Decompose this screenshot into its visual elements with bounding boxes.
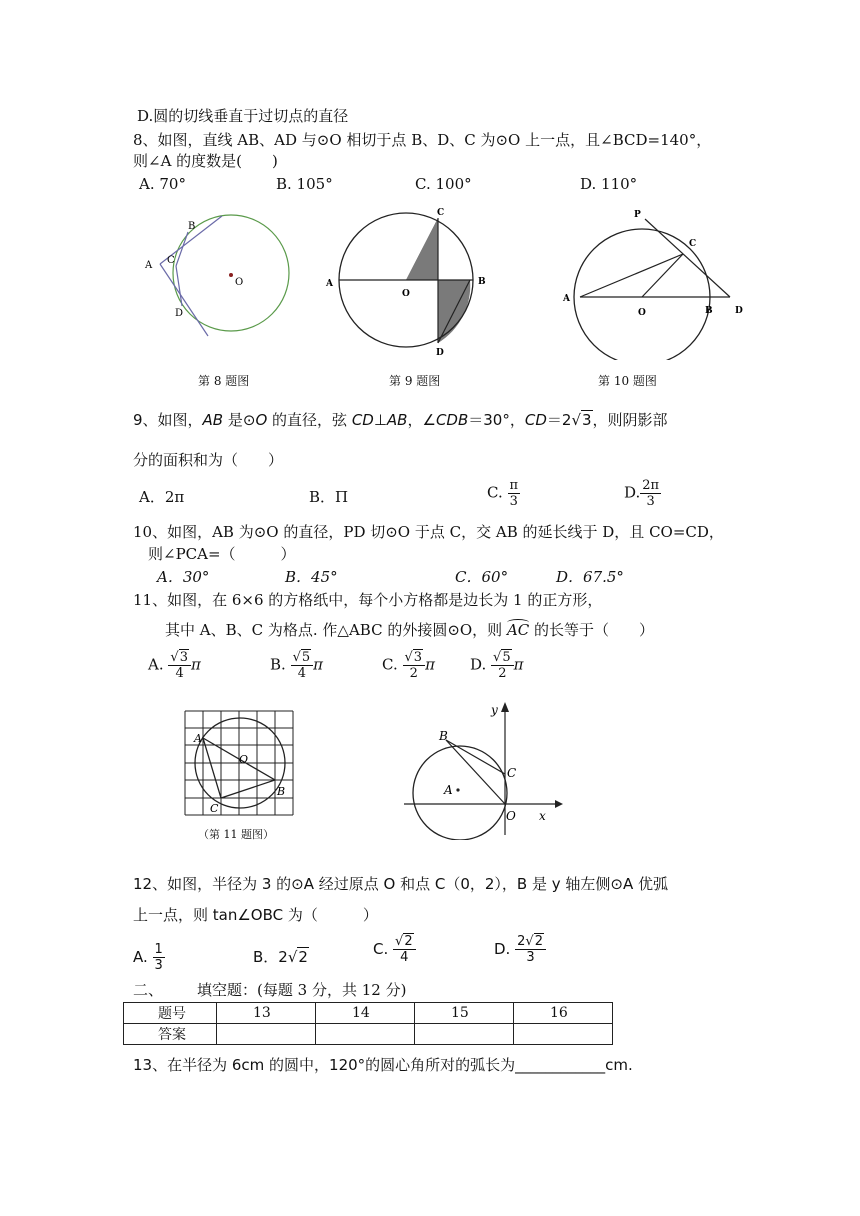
fig9-caption: 第 9 题图 (389, 374, 441, 388)
fig10-label-p: P (634, 210, 641, 220)
fig9-label-c: C (437, 208, 445, 218)
q8-option-c: C. 100° (415, 175, 472, 193)
table-cell-16: 16 (514, 1003, 613, 1024)
fig12-chord-bo (446, 740, 505, 804)
q8-option-a: A. 70° (139, 175, 186, 193)
q10-option-c: C．60° (455, 568, 509, 586)
q11-stem-line2: 其中 A、B、C 为格点. 作△ABC 的外接圆⊙O，则 AC 的长等于（ ） (165, 621, 655, 639)
fig9-label-o: O (402, 289, 410, 299)
fig12-label-b: B (439, 729, 448, 743)
answer-cell-16[interactable] (514, 1024, 613, 1045)
section2-heading: 二、 填空题：(每题 3 分，共 12 分) (133, 981, 407, 999)
fig12-label-x: x (539, 809, 546, 823)
fig9-shade-top-tri (406, 218, 438, 280)
fig9-label-b: B (478, 277, 486, 287)
q9-option-c: C. $\frac{\pi}{3}$ (487, 478, 519, 509)
q9-stem-line2: 分的面积和为（ ） (133, 451, 284, 469)
fig10-caption: 第 10 题图 (598, 374, 657, 388)
fig8-label-o: O (235, 277, 244, 288)
fig10-label-c: C (689, 239, 697, 249)
figure-10 (555, 205, 755, 360)
figure-8 (140, 210, 300, 350)
fig10-chord-ac (580, 254, 683, 297)
q12-option-d: D. $\frac{2√2}{3}$ (494, 934, 546, 965)
q10-stem-line1: 10、如图，AB 为⊙O 的直径，PD 切⊙O 于点 C，交 AB 的延长线于 D，且 CO=CD， (133, 523, 724, 541)
q11-option-d: D. $\frac{√5}{2}$ π (470, 650, 524, 681)
q9-option-b: B．Π (309, 488, 349, 506)
fig8-tangent-ad (160, 264, 208, 336)
answer-cell-14[interactable] (316, 1024, 415, 1045)
q9-option-d: D. $\frac{2\pi}{3}$ (624, 478, 660, 509)
q9-option-a: A．2π (139, 488, 185, 506)
figure-11 (180, 708, 300, 820)
fig12-y-arrow (501, 702, 509, 712)
answer-table-header-row (124, 1003, 613, 1024)
q7-option-d: D.圆的切线垂直于过切点的直径 (137, 107, 349, 125)
fig10-label-b: B (705, 306, 713, 316)
q11-option-b: B. $\frac{√5}{4}$ π (270, 650, 324, 681)
fig8-label-b: B (188, 221, 196, 232)
q12-option-b: B．2√2 (253, 948, 308, 966)
figure-12 (400, 700, 565, 840)
fig12-center-dot (456, 788, 459, 791)
answer-table-answer-row (124, 1024, 613, 1045)
q11-stem-line1: 11、如图，在 6×6 的方格纸中，每个小方格都是边长为 1 的正方形， (133, 591, 603, 609)
q9-stem-line1: 9、如图，AB 是⊙O 的直径，弦 CD⊥AB，∠CDB＝30°，CD＝2√3，则阴影部 (133, 411, 668, 429)
q8-stem-line1: 8、如图，直线 AB、AD 与⊙O 相切于点 B、D、C 为⊙O 上一点，且∠BCD=140°， (133, 131, 712, 149)
fig12-label-o: O (506, 809, 516, 823)
q11-arc-ac: AC (506, 621, 530, 639)
q10-option-a: A．30° (157, 568, 210, 586)
figure-9 (320, 205, 490, 360)
answer-cell-13[interactable] (217, 1024, 316, 1045)
fig12-circle (413, 746, 507, 840)
fig10-label-o: O (638, 308, 646, 318)
fig11-label-o: O (239, 753, 249, 766)
fig8-label-c: C (167, 255, 175, 266)
table-cell-14: 14 (316, 1003, 415, 1024)
q8-option-d: D. 110° (580, 175, 638, 193)
q11-option-c: C. $\frac{√3}{2}$ π (382, 650, 435, 681)
fig8-center-dot (229, 273, 233, 277)
fig11-caption: （第 11 题图） (198, 828, 274, 841)
fig12-x-arrow (555, 800, 563, 808)
q12-option-a: A. $\frac{1}{3}$ (133, 942, 163, 973)
fig10-tangent-pd (645, 219, 730, 297)
q10-option-d: D．67.5° (556, 568, 624, 586)
q10-stem-line2: 则∠PCA=（ ） (148, 545, 296, 563)
q10-option-b: B．45° (285, 568, 338, 586)
table-cell-daan: 答案 (124, 1024, 217, 1045)
fig10-label-a: A (563, 294, 570, 304)
table-cell-13: 13 (217, 1003, 316, 1024)
answer-table (123, 1002, 613, 1045)
fig12-label-y: y (491, 703, 498, 717)
fig12-label-c: C (507, 766, 517, 780)
q8-option-b: B. 105° (276, 175, 333, 193)
q12-stem-line1: 12、如图，半径为 3 的⊙A 经过原点 O 和点 C（0，2），B 是 y 轴左侧⊙A 优弧 (133, 875, 669, 893)
q12-stem-line2: 上一点，则 tan∠OBC 为（ ） (133, 906, 378, 924)
fig11-label-a: A (194, 732, 202, 745)
fig9-label-a: A (326, 279, 333, 289)
fig8-label-d: D (175, 308, 184, 319)
fig12-chord-bc (446, 740, 505, 774)
q13-blank[interactable]: ____________ (515, 1056, 606, 1074)
table-cell-tihao: 题号 (124, 1003, 217, 1024)
fig8-label-a: A (145, 260, 153, 271)
fig11-label-c: C (210, 802, 219, 815)
fig11-label-b: B (277, 785, 286, 798)
answer-cell-15[interactable] (415, 1024, 514, 1045)
fig10-radius-oc (642, 254, 683, 297)
fig12-label-a: A (444, 783, 453, 797)
q13-stem: 13、在半径为 6cm 的圆中，120°的圆心角所对的弧长为____________cm. (133, 1056, 633, 1074)
table-cell-15: 15 (415, 1003, 514, 1024)
q8-stem-line2: 则∠A 的度数是( ) (133, 152, 278, 170)
q12-option-c: C. $\frac{√2}{4}$ (373, 934, 416, 965)
fig10-label-d: D (735, 306, 743, 316)
q11-option-a: A. $\frac{√3}{4}$ π (148, 650, 201, 681)
fig8-caption: 第 8 题图 (198, 374, 250, 388)
fig9-label-d: D (436, 348, 444, 358)
